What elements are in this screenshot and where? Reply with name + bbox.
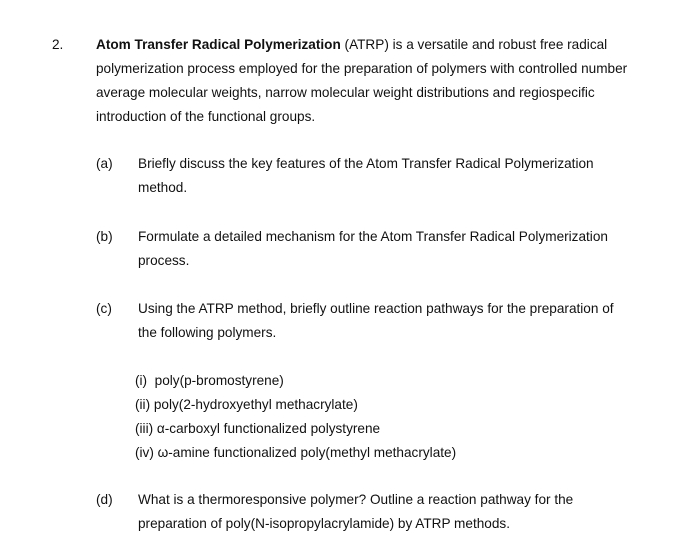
part-b-label: (b): [96, 229, 113, 244]
part-a-line: Briefly discuss the key features of the Atom Transfer Radical Polymerization: [138, 156, 594, 171]
part-d-text: [138, 488, 658, 536]
part-d-label: (d): [96, 492, 113, 507]
intro-line-4: introduction of the functional groups.: [96, 109, 316, 124]
polymer-item: (i) poly(p-bromostyrene): [135, 373, 284, 388]
polymer-item: (iii) α-carboxyl functionalized polystyrene: [135, 421, 381, 436]
question-number: 2.: [52, 37, 64, 52]
question-intro: [96, 33, 676, 129]
part-a-line: method.: [138, 180, 188, 195]
intro-line-1: [96, 33, 676, 57]
part-c-line: Using the ATRP method, briefly outline reaction pathways for the preparation of: [138, 301, 614, 316]
part-b-line: process.: [138, 253, 190, 268]
part-c-line: the following polymers.: [138, 325, 277, 340]
intro-bold-term: Atom Transfer Radical Polymerization: [96, 37, 341, 52]
intro-line-2: polymerization process employed for the preparation of polymers with controlled number: [96, 61, 628, 76]
part-c-label: (c): [96, 301, 112, 316]
part-a-text: [138, 152, 658, 200]
intro-text: (ATRP) is a versatile and robust free radical: [340, 37, 608, 52]
part-b-text: [138, 225, 658, 273]
part-d-line: preparation of poly(N-isopropylacrylamide) by ATRP methods.: [138, 516, 510, 531]
polymer-item: (ii) poly(2-hydroxyethyl methacrylate): [135, 397, 358, 412]
part-d-line: What is a thermoresponsive polymer? Outline a reaction pathway for the: [138, 492, 574, 507]
part-a-label: (a): [96, 156, 113, 171]
part-b-line: Formulate a detailed mechanism for the Atom Transfer Radical Polymerization: [138, 229, 608, 244]
polymer-item: (iv) ω-amine functionalized poly(methyl methacrylate): [135, 445, 457, 460]
intro-line-3: average molecular weights, narrow molecular weight distributions and regiospecific: [96, 85, 595, 100]
part-c-text: [138, 297, 658, 345]
polymer-list: [135, 369, 456, 465]
